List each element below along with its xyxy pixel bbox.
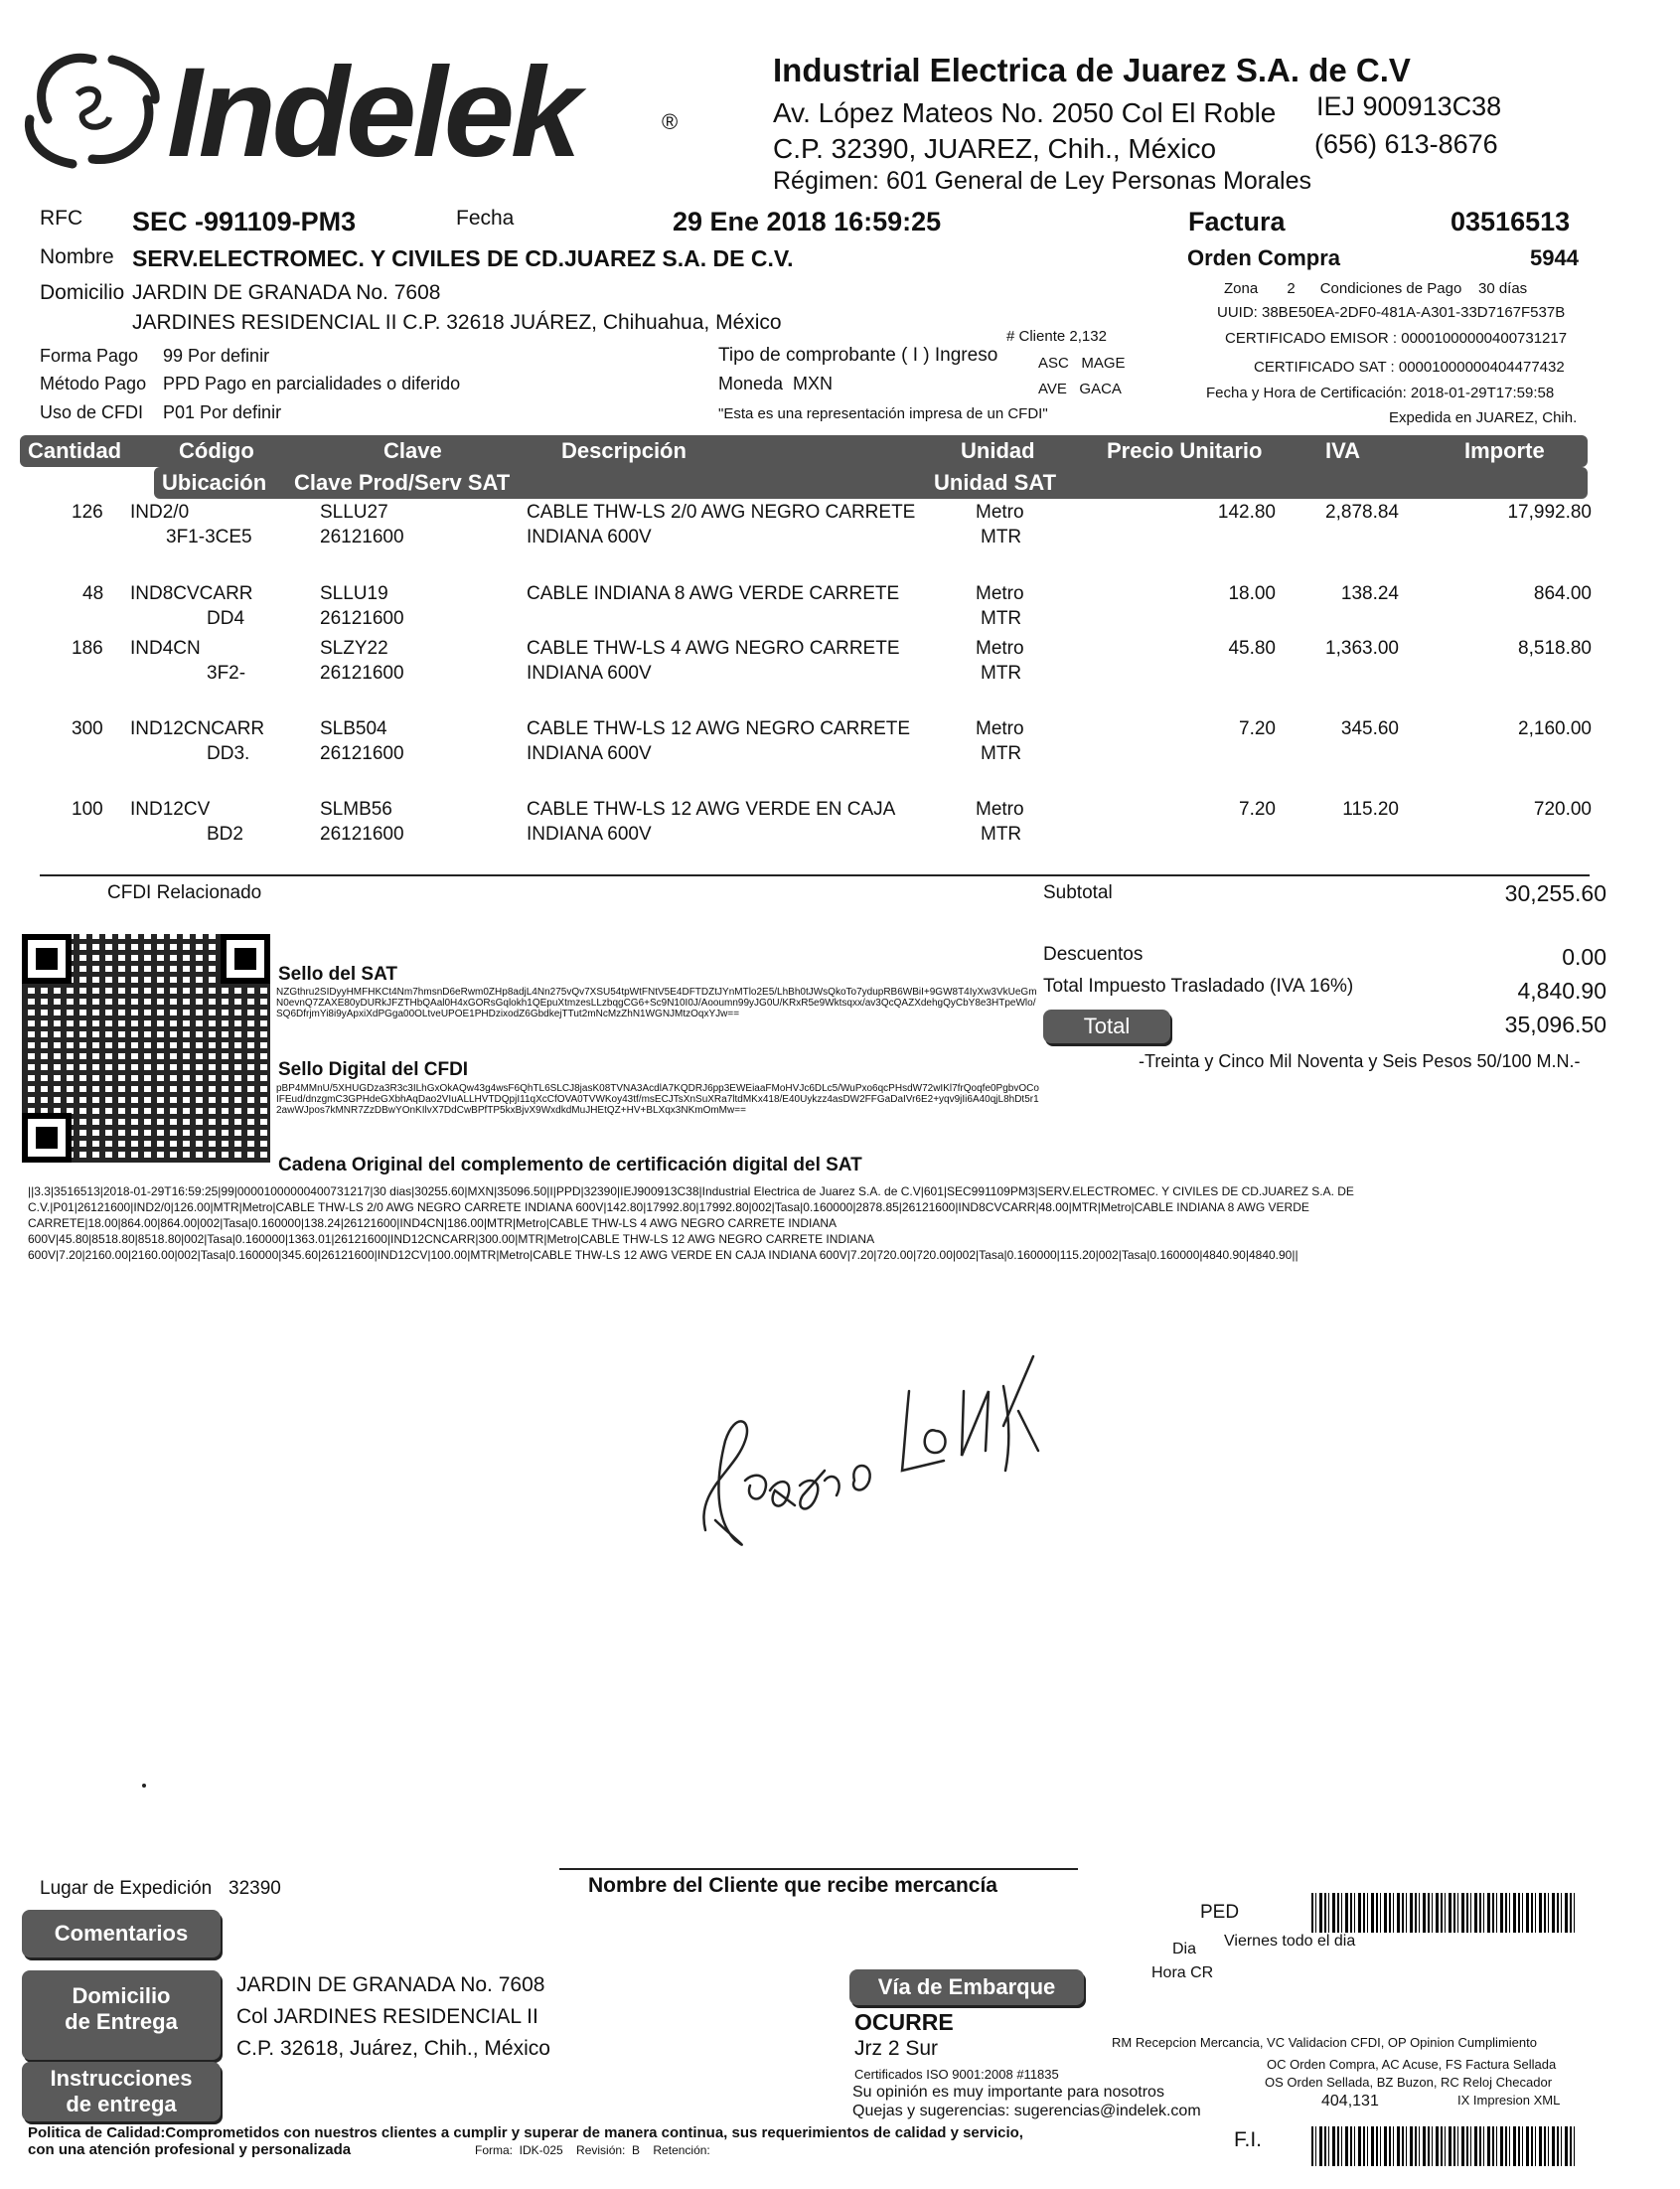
th-clave-prod: Clave Prod/Serv SAT xyxy=(294,470,511,495)
company-address2: C.P. 32390, JUAREZ, Chih., México xyxy=(773,133,1217,164)
cell-desc1: CABLE THW-LS 12 AWG VERDE EN CAJA xyxy=(527,799,896,820)
forma-pago-label: Forma Pago xyxy=(40,346,139,366)
cell-clave-prod: 26121600 xyxy=(320,663,404,684)
company-phone: (656) 613-8676 xyxy=(1314,129,1498,159)
qr-corner-tl xyxy=(22,934,72,984)
instrucciones-line2: de entrega xyxy=(66,2092,177,2116)
domicilio-entrega-line1: Domicilio xyxy=(72,1983,171,2008)
cell-clave: SLLU27 xyxy=(320,502,388,523)
cell-importe: 864.00 xyxy=(1533,583,1592,604)
th-ubicacion: Ubicación xyxy=(162,470,267,495)
entrega-address3: C.P. 32618, Juárez, Chih., México xyxy=(236,2037,550,2060)
metodo-pago-value: PPD Pago en parcialidades o diferido xyxy=(163,374,461,393)
cell-precio: 7.20 xyxy=(1239,799,1276,820)
qr-corner-tr xyxy=(221,934,270,984)
cell-desc1: CABLE THW-LS 2/0 AWG NEGRO CARRETE xyxy=(527,502,916,523)
total-letra: -Treinta y Cinco Mil Noventa y Seis Pesos 50/100 M.N.- xyxy=(1139,1051,1581,1071)
qr-corner-bl xyxy=(22,1113,72,1163)
uso-cfdi-label: Uso de CFDI xyxy=(40,402,144,422)
dia-value: Viernes todo el dia xyxy=(1224,1933,1356,1950)
lugar-expedicion-label: Lugar de Expedición xyxy=(40,1878,213,1899)
cell-unidad-sat: MTR xyxy=(981,663,1022,684)
cell-desc2: INDIANA 600V xyxy=(527,824,652,845)
registered-mark: ® xyxy=(662,109,679,134)
comentarios-badge: Comentarios xyxy=(22,1910,221,1957)
orden-label: Orden Compra xyxy=(1187,245,1341,270)
via-embarque-badge: Vía de Embarque xyxy=(849,1969,1084,2005)
cell-precio: 142.80 xyxy=(1217,502,1276,523)
domicilio-entrega-badge xyxy=(22,1970,221,2060)
th-importe: Importe xyxy=(1464,438,1545,463)
certificado-sat: CERTIFICADO SAT : 00001000000404477432 xyxy=(1254,359,1565,376)
cell-clave: SLLU19 xyxy=(320,583,388,604)
cell-ubicacion: DD3. xyxy=(207,743,250,764)
cell-codigo: IND12CV xyxy=(130,799,211,820)
rm-legend2: OC Orden Compra, AC Acuse, FS Factura Sellada xyxy=(1267,2057,1557,2072)
cell-codigo: IND4CN xyxy=(130,638,201,659)
cell-clave: SLZY22 xyxy=(320,638,388,659)
fecha-label: Fecha xyxy=(456,207,515,230)
fi-label: F.I. xyxy=(1234,2128,1263,2151)
cell-unidad: Metro xyxy=(976,799,1024,820)
cfdi-relacionado: CFDI Relacionado xyxy=(107,882,262,903)
cell-unidad: Metro xyxy=(976,583,1024,604)
cell-cantidad: 100 xyxy=(72,799,103,820)
cell-precio: 18.00 xyxy=(1228,583,1276,604)
table-row xyxy=(0,638,1680,707)
cadena-label: Cadena Original del complemento de certificación digital del SAT xyxy=(278,1155,862,1175)
cell-importe: 2,160.00 xyxy=(1518,718,1592,739)
cell-unidad-sat: MTR xyxy=(981,824,1022,845)
fecha-certificacion: Fecha y Hora de Certificación: 2018-01-29T17:59:58 xyxy=(1206,385,1555,401)
cadena-line2: C.V.|P01|26121600|IND2/0|126.00|MTR|Metro|CABLE THW-LS 2/0 AWG NEGRO CARRETE INDIANA 600V|142.80|17992.80|17992.80|002|Tasa|0.160000|2878.85|26121600|IND8CVCARR|48.00|MTR|Metro|CABLE INDIANA 8 AWG VERDE xyxy=(28,1200,1309,1214)
company-name: Industrial Electrica de Juarez S.A. de C.V xyxy=(773,52,1411,88)
total-value: 35,096.50 xyxy=(1504,1012,1606,1037)
nombre-value: SERV.ELECTROMEC. Y CIVILES DE CD.JUAREZ S.A. DE C.V. xyxy=(132,245,794,271)
logo-text: Indelek xyxy=(167,42,578,184)
entrega-address2: Col JARDINES RESIDENCIAL II xyxy=(236,2005,538,2028)
cell-unidad: Metro xyxy=(976,718,1024,739)
impuesto-value: 4,840.90 xyxy=(1517,978,1606,1004)
cliente-number: # Cliente 2,132 xyxy=(1006,328,1107,345)
cell-ubicacion: DD4 xyxy=(207,608,245,629)
cadena-line1: ||3.3|3516513|2018-01-29T16:59:25|99|00001000000400731217|30 dias|30255.60|MXN|35096.50|I|PPD|32390|IEJ900913C38|Industrial Electrica de Juarez S.A. de C.V|601|SEC991109PM3|SERV.ELECTROMEC. Y CIVILES DE CD.JUAREZ S.A. DE xyxy=(28,1184,1354,1198)
uso-cfdi-value: P01 Por definir xyxy=(163,402,282,422)
asc-code: ASC MAGE xyxy=(1038,355,1126,372)
cell-unidad-sat: MTR xyxy=(981,608,1022,629)
th-clave: Clave xyxy=(383,438,442,463)
company-logo xyxy=(18,30,684,199)
barcode-ped xyxy=(1311,1893,1578,1933)
company-rfc: IEJ 900913C38 xyxy=(1316,91,1502,121)
cell-importe: 17,992.80 xyxy=(1507,502,1592,523)
hora-label: Hora CR xyxy=(1151,1964,1214,1981)
th-unidad-sat: Unidad SAT xyxy=(934,470,1057,495)
domicilio-line1: JARDIN DE GRANADA No. 7608 xyxy=(132,281,441,304)
cell-clave-prod: 26121600 xyxy=(320,824,404,845)
moneda: Moneda MXN xyxy=(718,374,834,393)
barcode-fi xyxy=(1311,2126,1578,2166)
sello-sat-value: NZGthru2SIDyyHMFHKCt4Nm7hmsnD6eRwm0ZHp8adjL4Nn275vQv7XSU54tpWtFNtV5E4DFTDZtJYnMTlo2E5/LhBh0tJWsQkoTo7ydupRB6WBiI+9GW8T4IyXw3VkUeGmN0evnQ7ZAXE80yDURkJFZTHbQAal0H4xGORsGqlokh1QEpuXtmzesLLzbqgCG6+Sc9N10I0J/Aooumn99yJG0U/KRxR5e9Wktsqxx/av3QcQAZXdehgQyCbY8e3HTpeWlo/SQ6DfrjmYi8i9yApxiXdPGga00OLtveUPOE1PHDzixodZ6GbdkejTTut2mNcMzZhN1WGNJMtzOqxYJw== xyxy=(276,987,1037,1019)
rfc-label: RFC xyxy=(40,207,83,230)
cell-iva: 1,363.00 xyxy=(1325,638,1399,659)
subtotal-value: 30,255.60 xyxy=(1504,880,1606,906)
orden-value: 5944 xyxy=(1530,245,1579,270)
sello-cfdi-value: pBP4MMnU/5XHUGDza3R3c3ILhGxOkAQw43g4wsF6QhTL6SLCJ8jasK08TVNA3AcdlA7KQDRJ6pp3EWEiaaFMoHVJc6DLc5/WuPxo6qcPHsdW72wIKl7frQoqfe0PgbvOCoIFEud/dnzgmC3GPHdeGXbhAqDao2VIuALLHVTDQpjI11qXcCfOVA0TVWKoy43tf/msECJTsXnSuXRa7ltdMKx418/E40Uykzz4asDW2FFGaDaIVr6E2+yqv9jIi6A40qjL8hDt5r12awWJpos7kMNR7ZzDBwYOnKIlvX7DdCwBPfTP5kxBjvX9WxdkdMuJHEtQZ+HV+BLXqx3NKmOmMw== xyxy=(276,1083,1039,1116)
rm-legend4: IX Impresion XML xyxy=(1457,2093,1561,2108)
factura-value: 03516513 xyxy=(1451,207,1571,236)
cell-desc1: CABLE INDIANA 8 AWG VERDE CARRETE xyxy=(527,583,900,604)
cell-iva: 115.20 xyxy=(1342,799,1399,820)
table-row xyxy=(0,718,1680,788)
cell-precio: 45.80 xyxy=(1228,638,1276,659)
descuentos-value: 0.00 xyxy=(1562,944,1606,970)
ped-label: PED xyxy=(1200,1902,1240,1923)
cell-importe: 720.00 xyxy=(1533,799,1592,820)
subtotal-label: Subtotal xyxy=(1043,882,1113,903)
descuentos-label: Descuentos xyxy=(1043,944,1144,965)
representacion-impresa: "Esta es una representación impresa de un CFDI" xyxy=(718,405,1048,422)
forma-revision: Forma: IDK-025 Revisión: B Retención: xyxy=(475,2143,710,2157)
certificado-emisor: CERTIFICADO EMISOR : 00001000000400731217 xyxy=(1225,330,1568,347)
rm-legend3: OS Orden Sellada, BZ Buzon, RC Reloj Checador xyxy=(1265,2075,1553,2090)
domicilio-label: Domicilio xyxy=(40,281,125,304)
opinion-text: Su opinión es muy importante para nosotros xyxy=(852,2084,1164,2101)
th-unidad: Unidad xyxy=(961,438,1035,463)
cell-clave-prod: 26121600 xyxy=(320,608,404,629)
dot-mark xyxy=(142,1784,146,1788)
instrucciones-badge xyxy=(22,2062,221,2121)
cadena-line3: CARRETE|18.00|864.00|864.00|002|Tasa|0.160000|138.24|26121600|IND4CN|186.00|MTR|Metro|CABLE THW-LS 4 AWG NEGRO CARRETE INDIANA xyxy=(28,1216,838,1230)
jrz-sucursal: Jrz 2 Sur xyxy=(854,2037,939,2060)
ocurre: OCURRE xyxy=(854,2009,954,2035)
cell-codigo: IND12CNCARR xyxy=(130,718,265,739)
table-bottom-rule xyxy=(40,874,1590,876)
domicilio-line2: JARDINES RESIDENCIAL II C.P. 32618 JUÁREZ, Chihuahua, México xyxy=(132,311,782,334)
th-codigo: Código xyxy=(179,438,254,463)
politica-line1: Politica de Calidad:Comprometidos con nuestros clientes a cumplir y superar de manera continua, sus requerimientos de calidad y servicio, xyxy=(28,2124,1023,2141)
nombre-cliente-label: Nombre del Cliente que recibe mercancía xyxy=(588,1874,997,1897)
cell-desc2: INDIANA 600V xyxy=(527,743,652,764)
cadena-line5: 600V|7.20|2160.00|2160.00|002|Tasa|0.160000|345.60|26121600|IND12CV|100.00|MTR|Metro|CABLE THW-LS 12 AWG VERDE EN CAJA INDIANA 600V|7.20|720.00|720.00|002|Tasa|0.160000|115.20|002|Tasa|0.160000|4840.90|4840.90|| xyxy=(28,1248,1298,1262)
cell-cantidad: 48 xyxy=(82,583,104,604)
fecha-value: 29 Ene 2018 16:59:25 xyxy=(673,207,942,236)
rfc-value: SEC -991109-PM3 xyxy=(132,207,357,236)
cell-clave-prod: 26121600 xyxy=(320,743,404,764)
cell-ubicacion: 3F2- xyxy=(207,663,246,684)
rm-legend1: RM Recepcion Mercancia, VC Validacion CFDI, OP Opinion Cumplimiento xyxy=(1112,2035,1537,2050)
quejas-text: Quejas y sugerencias: sugerencias@indelek.com xyxy=(852,2103,1201,2119)
cell-precio: 7.20 xyxy=(1239,718,1276,739)
impuesto-label: Total Impuesto Trasladado (IVA 16%) xyxy=(1043,976,1354,997)
sello-cfdi-label: Sello Digital del CFDI xyxy=(278,1059,469,1080)
politica-line2: con una atención profesional y personalizada xyxy=(28,2141,352,2158)
cadena-line4: 600V|45.80|8518.80|8518.80|002|Tasa|0.160000|1363.01|26121600|IND12CNCARR|300.00|MTR|Metro|CABLE THW-LS 12 AWG NEGRO CARRETE INDIANA xyxy=(28,1232,875,1246)
cell-desc2: INDIANA 600V xyxy=(527,527,652,547)
sello-sat-label: Sello del SAT xyxy=(278,964,398,985)
rm-number: 404,131 xyxy=(1321,2093,1379,2110)
cell-unidad: Metro xyxy=(976,638,1024,659)
cell-unidad-sat: MTR xyxy=(981,743,1022,764)
signature-line xyxy=(559,1868,1078,1870)
cell-cantidad: 186 xyxy=(72,638,103,659)
cell-clave: SLB504 xyxy=(320,718,387,739)
iso-certificados: Certificados ISO 9001:2008 #11835 xyxy=(854,2067,1059,2082)
factura-label: Factura xyxy=(1188,207,1286,236)
table-row xyxy=(0,799,1680,868)
tipo-comprobante: Tipo de comprobante ( I ) Ingreso xyxy=(718,345,998,366)
dia-label: Dia xyxy=(1172,1941,1197,1957)
cell-desc2: INDIANA 600V xyxy=(527,663,652,684)
th-iva: IVA xyxy=(1325,438,1361,463)
uuid: UUID: 38BE50EA-2DF0-481A-A301-33D7167F537B xyxy=(1217,304,1566,321)
cell-cantidad: 126 xyxy=(72,502,103,523)
th-cantidad: Cantidad xyxy=(28,438,122,463)
cell-importe: 8,518.80 xyxy=(1518,638,1592,659)
company-regimen: Régimen: 601 General de Ley Personas Morales xyxy=(773,167,1311,195)
th-descripcion: Descripción xyxy=(561,438,687,463)
instrucciones-line1: Instrucciones xyxy=(50,2066,193,2091)
cell-ubicacion: 3F1-3CE5 xyxy=(166,527,252,547)
cell-clave: SLMB56 xyxy=(320,799,392,820)
forma-pago-value: 99 Por definir xyxy=(163,346,270,366)
lugar-expedicion-value: 32390 xyxy=(229,1878,281,1899)
handwritten-signature xyxy=(676,1331,1073,1570)
cell-codigo: IND2/0 xyxy=(130,502,190,523)
cell-codigo: IND8CVCARR xyxy=(130,583,253,604)
cell-unidad-sat: MTR xyxy=(981,527,1022,547)
th-precio: Precio Unitario xyxy=(1107,438,1263,463)
cell-iva: 2,878.84 xyxy=(1325,502,1399,523)
cell-iva: 345.60 xyxy=(1340,718,1399,739)
nombre-label: Nombre xyxy=(40,245,114,268)
total-badge: Total xyxy=(1043,1010,1170,1043)
cell-desc1: CABLE THW-LS 4 AWG NEGRO CARRETE xyxy=(527,638,900,659)
metodo-pago-label: Método Pago xyxy=(40,374,147,393)
cell-desc1: CABLE THW-LS 12 AWG NEGRO CARRETE xyxy=(527,718,911,739)
expedida-en: Expedida en JUAREZ, Chih. xyxy=(1389,409,1578,426)
table-row xyxy=(0,502,1680,571)
cell-unidad: Metro xyxy=(976,502,1024,523)
indelek-swirl-icon xyxy=(18,40,167,179)
company-address1: Av. López Mateos No. 2050 Col El Roble xyxy=(773,97,1277,128)
entrega-address1: JARDIN DE GRANADA No. 7608 xyxy=(236,1973,545,1996)
domicilio-entrega-line2: de Entrega xyxy=(65,2009,178,2034)
cell-iva: 138.24 xyxy=(1340,583,1399,604)
zona-condiciones: Zona 2 Condiciones de Pago 30 días xyxy=(1224,280,1528,297)
ave-code: AVE GACA xyxy=(1038,381,1122,397)
cell-cantidad: 300 xyxy=(72,718,103,739)
table-row xyxy=(0,583,1680,638)
cell-clave-prod: 26121600 xyxy=(320,527,404,547)
cell-ubicacion: BD2 xyxy=(207,824,243,845)
